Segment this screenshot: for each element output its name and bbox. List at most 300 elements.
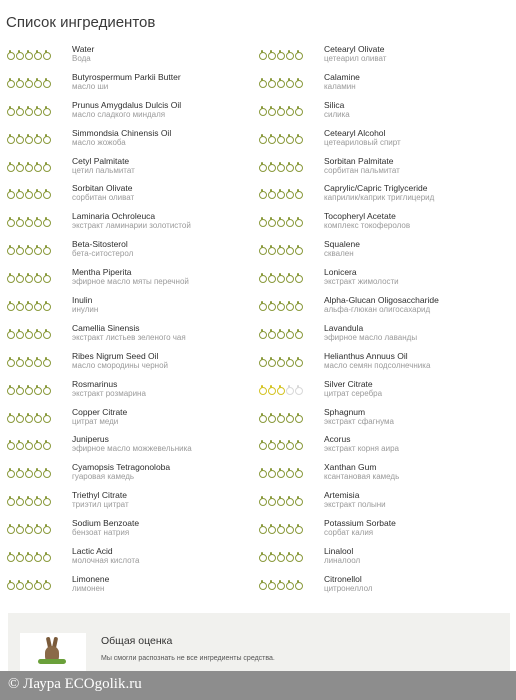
drop-icon	[258, 273, 266, 282]
ingredient-translation: каламин	[324, 81, 356, 91]
drop-icon	[33, 496, 41, 505]
ingredient-row[interactable]	[258, 72, 439, 100]
ingredient-name[interactable]: Inulin	[72, 295, 93, 306]
ingredient-translation: сорбитан пальмитат	[324, 165, 400, 175]
drop-icon	[294, 78, 302, 87]
drop-icon	[6, 134, 14, 143]
drop-icon	[276, 496, 284, 505]
ingredient-row[interactable]	[6, 183, 192, 211]
safety-rating	[6, 574, 72, 589]
safety-rating	[6, 518, 72, 533]
drop-icon	[42, 217, 50, 226]
ingredient-name[interactable]: Helianthus Annuus Oil	[324, 350, 408, 361]
overall-rating-title: Общая оценка	[101, 635, 173, 647]
drop-icon	[24, 78, 32, 87]
watermark-bar	[0, 671, 516, 700]
ingredient-translation: комплекс токоферолов	[324, 221, 411, 231]
drop-icon	[24, 273, 32, 282]
drop-icon	[15, 301, 23, 310]
ingredient-name[interactable]: Beta-Sitosterol	[72, 239, 128, 250]
ingredient-name[interactable]: Water	[72, 44, 95, 54]
drop-icon	[276, 357, 284, 366]
ingredient-row[interactable]	[258, 211, 439, 239]
drop-icon	[267, 580, 275, 589]
ingredient-name[interactable]: Caprylic/Capric Triglyceride	[324, 183, 428, 194]
ingredient-row[interactable]	[258, 156, 439, 184]
drop-icon	[267, 496, 275, 505]
drop-icon	[42, 189, 50, 198]
ingredient-row[interactable]	[6, 295, 192, 323]
drop-icon	[15, 273, 23, 282]
drop-icon	[294, 301, 302, 310]
drop-icon	[24, 245, 32, 254]
drop-icon	[15, 552, 23, 561]
ingredient-name[interactable]: Sorbitan Palmitate	[324, 155, 394, 166]
drop-icon	[276, 524, 284, 533]
drop-icon	[6, 245, 14, 254]
ingredient-name[interactable]: Silver Citrate	[324, 378, 373, 389]
drop-icon	[276, 552, 284, 561]
safety-rating	[6, 156, 72, 171]
ingredient-translation: экстракт розмарина	[72, 388, 146, 398]
safety-rating	[258, 44, 324, 59]
ingredient-row[interactable]	[258, 295, 439, 323]
drop-icon	[6, 440, 14, 449]
drop-icon	[42, 50, 50, 59]
drop-icon	[276, 329, 284, 338]
drop-icon	[285, 78, 293, 87]
drop-icon	[294, 162, 302, 171]
drop-icon	[267, 524, 275, 533]
ingredient-row[interactable]	[258, 100, 439, 128]
ingredient-translation: эфирное масло лаванды	[324, 332, 418, 342]
ingredient-translation: эфирное масло можжевельника	[72, 444, 192, 454]
drop-icon	[6, 552, 14, 561]
drop-icon	[6, 357, 14, 366]
ingredient-translation: масло семян подсолнечника	[324, 360, 431, 370]
drop-icon	[15, 245, 23, 254]
drop-icon	[15, 440, 23, 449]
drop-icon	[258, 552, 266, 561]
ingredient-translation: ксантановая камедь	[324, 472, 400, 482]
drop-icon	[42, 162, 50, 171]
ingredient-translation: сквален	[324, 249, 354, 259]
drop-icon	[6, 50, 14, 59]
drop-icon	[294, 273, 302, 282]
drop-icon	[15, 496, 23, 505]
drop-icon	[6, 301, 14, 310]
ingredient-translation: экстракт полыни	[324, 500, 386, 510]
rabbit-icon	[44, 637, 60, 663]
drop-icon	[267, 162, 275, 171]
ingredient-row[interactable]	[258, 183, 439, 211]
safety-rating	[258, 239, 324, 254]
drop-icon	[24, 413, 32, 422]
ingredient-translation: молочная кислота	[72, 556, 140, 566]
drop-icon	[6, 385, 14, 394]
drop-icon	[6, 106, 14, 115]
drop-icon	[15, 106, 23, 115]
ingredient-row[interactable]	[6, 351, 192, 379]
ingredient-name[interactable]: Simmondsia Chinensis Oil	[72, 127, 172, 138]
drop-icon	[15, 385, 23, 394]
drop-icon	[285, 552, 293, 561]
ingredient-row[interactable]	[6, 100, 192, 128]
drop-icon	[276, 273, 284, 282]
safety-rating	[258, 434, 324, 449]
drop-icon	[285, 468, 293, 477]
ingredient-row[interactable]	[6, 546, 192, 574]
drop-icon	[15, 217, 23, 226]
drop-icon	[6, 273, 14, 282]
drop-icon	[24, 106, 32, 115]
ingredient-name[interactable]: Cetearyl Olivate	[324, 44, 385, 54]
drop-icon	[294, 50, 302, 59]
ingredient-row[interactable]	[6, 323, 192, 351]
ingredient-translation: масло сладкого миндаля	[72, 109, 166, 119]
ingredient-translation: триэтил цитрат	[72, 500, 129, 510]
safety-rating	[6, 323, 72, 338]
drop-icon	[15, 78, 23, 87]
ingredient-row[interactable]	[6, 44, 192, 72]
ingredient-name[interactable]: Potassium Sorbate	[324, 518, 396, 529]
drop-icon	[24, 189, 32, 198]
ingredient-name[interactable]: Linalool	[324, 546, 354, 557]
ingredient-translation: сорбитан оливат	[72, 193, 135, 203]
drop-icon	[33, 217, 41, 226]
ingredient-row[interactable]	[6, 462, 192, 490]
drop-icon	[294, 106, 302, 115]
ingredient-row[interactable]	[6, 407, 192, 435]
drop-icon	[267, 78, 275, 87]
drop-icon	[267, 552, 275, 561]
ingredient-translation: инулин	[72, 305, 99, 315]
safety-rating	[6, 211, 72, 226]
drop-icon	[33, 50, 41, 59]
ingredient-translation: линалоол	[324, 556, 361, 566]
ingredient-translation: силика	[324, 109, 350, 119]
ingredient-row[interactable]	[6, 434, 192, 462]
ingredient-row[interactable]	[6, 211, 192, 239]
drop-icon	[33, 524, 41, 533]
ingredient-name[interactable]: Sphagnum	[324, 406, 366, 417]
drop-icon	[294, 468, 302, 477]
ingredient-name[interactable]: Xanthan Gum	[324, 462, 377, 473]
drop-icon	[285, 245, 293, 254]
ingredient-translation: цитрат меди	[72, 416, 119, 426]
ingredient-row[interactable]	[258, 128, 439, 156]
drop-icon	[33, 440, 41, 449]
drop-icon	[285, 357, 293, 366]
drop-icon	[285, 301, 293, 310]
drop-icon	[285, 440, 293, 449]
ingredient-row[interactable]	[258, 44, 439, 72]
drop-icon	[276, 440, 284, 449]
ingredient-name[interactable]: Cetyl Palmitate	[72, 155, 130, 166]
safety-rating	[6, 267, 72, 282]
drop-icon	[294, 357, 302, 366]
safety-rating	[258, 267, 324, 282]
drop-icon	[285, 106, 293, 115]
drop-icon	[258, 413, 266, 422]
drop-icon	[276, 413, 284, 422]
ingredient-name[interactable]: Laminaria Ochroleuca	[72, 211, 156, 222]
drop-icon	[276, 50, 284, 59]
drop-icon	[258, 357, 266, 366]
drop-icon	[276, 385, 284, 394]
ingredient-translation: Вода	[72, 54, 91, 63]
ingredient-row[interactable]	[6, 128, 192, 156]
drop-icon	[6, 496, 14, 505]
ingredient-name[interactable]: Butyrospermum Parkii Butter	[72, 71, 181, 82]
ingredient-name[interactable]: Triethyl Citrate	[72, 490, 127, 501]
safety-rating	[258, 211, 324, 226]
drop-icon	[33, 413, 41, 422]
drop-icon	[42, 468, 50, 477]
ingredient-row[interactable]	[258, 239, 439, 267]
drop-icon	[15, 580, 23, 589]
ingredient-name[interactable]: Sodium Benzoate	[72, 518, 140, 529]
ingredient-name[interactable]: Citronellol	[324, 573, 362, 584]
ingredient-name[interactable]: Tocopheryl Acetate	[324, 211, 396, 222]
ingredient-row[interactable]	[258, 518, 439, 546]
drop-icon	[294, 134, 302, 143]
ingredient-name[interactable]: Lonicera	[324, 267, 357, 278]
drop-icon	[33, 106, 41, 115]
ingredient-name[interactable]: Lactic Acid	[72, 546, 113, 557]
ingredient-translation: цитронеллол	[324, 583, 373, 593]
drop-icon	[294, 524, 302, 533]
ingredient-row[interactable]	[258, 434, 439, 462]
drop-icon	[276, 162, 284, 171]
ingredient-row[interactable]	[258, 574, 439, 602]
ingredient-translation: бензоат натрия	[72, 528, 130, 538]
drop-icon	[42, 78, 50, 87]
drop-icon	[267, 189, 275, 198]
drop-icon	[294, 413, 302, 422]
drop-icon	[6, 189, 14, 198]
drop-icon	[267, 217, 275, 226]
drop-icon	[267, 245, 275, 254]
drop-icon	[285, 580, 293, 589]
drop-icon	[24, 162, 32, 171]
ingredient-row[interactable]	[6, 156, 192, 184]
ingredient-name[interactable]: Cyamopsis Tetragonoloba	[72, 462, 171, 473]
drop-icon	[33, 357, 41, 366]
drop-icon	[15, 357, 23, 366]
overall-rating-panel	[8, 613, 510, 673]
drop-icon	[15, 468, 23, 477]
drop-icon	[258, 189, 266, 198]
safety-rating	[6, 44, 72, 59]
ingredient-name[interactable]: Camellia Sinensis	[72, 322, 140, 333]
ingredient-row[interactable]	[258, 407, 439, 435]
drop-icon	[24, 524, 32, 533]
safety-rating	[258, 407, 324, 422]
ingredient-name[interactable]: Artemisia	[324, 490, 360, 501]
drop-icon	[15, 50, 23, 59]
ingredient-row[interactable]	[6, 379, 192, 407]
drop-icon	[258, 496, 266, 505]
drop-icon	[276, 217, 284, 226]
ingredient-row[interactable]	[6, 267, 192, 295]
drop-icon	[6, 78, 14, 87]
ingredient-translation: цетил пальмитат	[72, 165, 135, 175]
safety-rating	[6, 462, 72, 477]
ingredient-name[interactable]: Lavandula	[324, 322, 364, 333]
ingredient-name[interactable]: Sorbitan Olivate	[72, 183, 133, 194]
ingredient-translation: бета-ситостерол	[72, 249, 134, 259]
ingredient-row[interactable]	[258, 267, 439, 295]
ingredient-row[interactable]	[6, 490, 192, 518]
safety-rating	[6, 351, 72, 366]
ingredient-name[interactable]: Cetearyl Alcohol	[324, 127, 386, 138]
drop-icon	[258, 385, 266, 394]
ingredient-translation: сорбат калия	[324, 528, 374, 538]
drop-icon	[15, 134, 23, 143]
drop-icon	[276, 301, 284, 310]
drop-icon	[24, 385, 32, 394]
safety-rating	[258, 323, 324, 338]
drop-icon	[267, 50, 275, 59]
drop-icon	[24, 440, 32, 449]
drop-icon	[24, 217, 32, 226]
drop-icon	[258, 50, 266, 59]
drop-icon	[24, 329, 32, 338]
ingredient-row[interactable]	[6, 72, 192, 100]
ingredient-translation: экстракт жимолости	[324, 277, 399, 287]
safety-rating	[6, 490, 72, 505]
ingredients-left-column	[6, 44, 192, 602]
overall-rating-text: Мы смогли распознать не все ингредиенты средства.	[101, 655, 275, 662]
ingredient-name[interactable]: Silica	[324, 99, 345, 110]
drop-icon	[33, 245, 41, 254]
drop-icon	[258, 301, 266, 310]
drop-icon	[42, 413, 50, 422]
drop-icon	[258, 106, 266, 115]
drop-icon	[24, 580, 32, 589]
drop-icon	[33, 162, 41, 171]
safety-rating	[6, 100, 72, 115]
page-title: Список ингредиентов	[6, 14, 156, 31]
ingredient-name[interactable]: Prunus Amygdalus Dulcis Oil	[72, 99, 182, 110]
drop-icon	[294, 496, 302, 505]
ingredient-row[interactable]	[6, 574, 192, 602]
ingredient-row[interactable]	[6, 518, 192, 546]
safety-rating	[258, 295, 324, 310]
drop-icon	[24, 468, 32, 477]
drop-icon	[285, 189, 293, 198]
drop-icon	[33, 78, 41, 87]
ingredient-name[interactable]: Calamine	[324, 71, 360, 82]
safety-rating	[6, 72, 72, 87]
drop-icon	[294, 552, 302, 561]
drop-icon	[42, 496, 50, 505]
drop-icon	[42, 440, 50, 449]
ingredient-name[interactable]: Limonene	[72, 573, 110, 584]
ingredient-name[interactable]: Juniperus	[72, 434, 109, 445]
ingredient-row[interactable]	[258, 379, 439, 407]
drop-icon	[15, 162, 23, 171]
safety-rating	[258, 546, 324, 561]
ingredient-row[interactable]	[258, 323, 439, 351]
ingredient-translation: экстракт корня аира	[324, 444, 399, 454]
ingredient-translation: экстракт сфагнума	[324, 416, 394, 426]
safety-rating	[6, 183, 72, 198]
ingredient-row[interactable]	[258, 546, 439, 574]
drop-icon	[285, 496, 293, 505]
ingredient-row[interactable]	[258, 462, 439, 490]
drop-icon	[294, 440, 302, 449]
drop-icon	[267, 329, 275, 338]
ingredient-translation: цетеарил оливат	[324, 54, 387, 63]
ingredient-translation: эфирное масло мяты перечной	[72, 277, 189, 287]
drop-icon	[33, 329, 41, 338]
drop-icon	[285, 162, 293, 171]
drop-icon	[258, 329, 266, 338]
ingredient-translation: экстракт ламинарии золотистой	[72, 221, 191, 231]
drop-icon	[276, 245, 284, 254]
drop-icon	[33, 385, 41, 394]
ingredient-translation: масло жожоба	[72, 137, 126, 147]
ingredient-name[interactable]: Squalene	[324, 239, 360, 250]
ingredient-name[interactable]: Ribes Nigrum Seed Oil	[72, 350, 159, 361]
drop-icon	[33, 134, 41, 143]
ingredient-name[interactable]: Mentha Piperita	[72, 267, 132, 278]
safety-rating	[258, 574, 324, 589]
drop-icon	[285, 273, 293, 282]
drop-icon	[6, 524, 14, 533]
safety-rating	[6, 239, 72, 254]
drop-icon	[33, 552, 41, 561]
ingredient-name[interactable]: Copper Citrate	[72, 406, 128, 417]
ingredient-row[interactable]	[258, 351, 439, 379]
drop-icon	[276, 78, 284, 87]
drop-icon	[267, 385, 275, 394]
safety-rating	[258, 462, 324, 477]
drop-icon	[24, 357, 32, 366]
drop-icon	[267, 106, 275, 115]
safety-rating	[258, 351, 324, 366]
ingredient-name[interactable]: Acorus	[324, 434, 351, 445]
drop-icon	[285, 217, 293, 226]
drop-icon	[33, 580, 41, 589]
safety-rating	[258, 156, 324, 171]
drop-icon	[294, 217, 302, 226]
drop-icon	[285, 385, 293, 394]
drop-icon	[42, 385, 50, 394]
drop-icon	[42, 552, 50, 561]
safety-rating	[6, 295, 72, 310]
ingredient-name[interactable]: Alpha-Glucan Oligosaccharide	[324, 295, 439, 306]
drop-icon	[294, 189, 302, 198]
drop-icon	[6, 413, 14, 422]
drop-icon	[267, 413, 275, 422]
drop-icon	[276, 189, 284, 198]
ingredient-row[interactable]	[6, 239, 192, 267]
drop-icon	[33, 189, 41, 198]
drop-icon	[258, 440, 266, 449]
drop-icon	[15, 524, 23, 533]
ingredient-row[interactable]	[258, 490, 439, 518]
ingredient-name[interactable]: Rosmarinus	[72, 378, 118, 389]
ingredient-translation: масло смородины черной	[72, 360, 168, 370]
safety-rating	[6, 379, 72, 394]
drop-icon	[258, 134, 266, 143]
drop-icon	[294, 580, 302, 589]
drop-icon	[42, 329, 50, 338]
drop-icon	[42, 134, 50, 143]
